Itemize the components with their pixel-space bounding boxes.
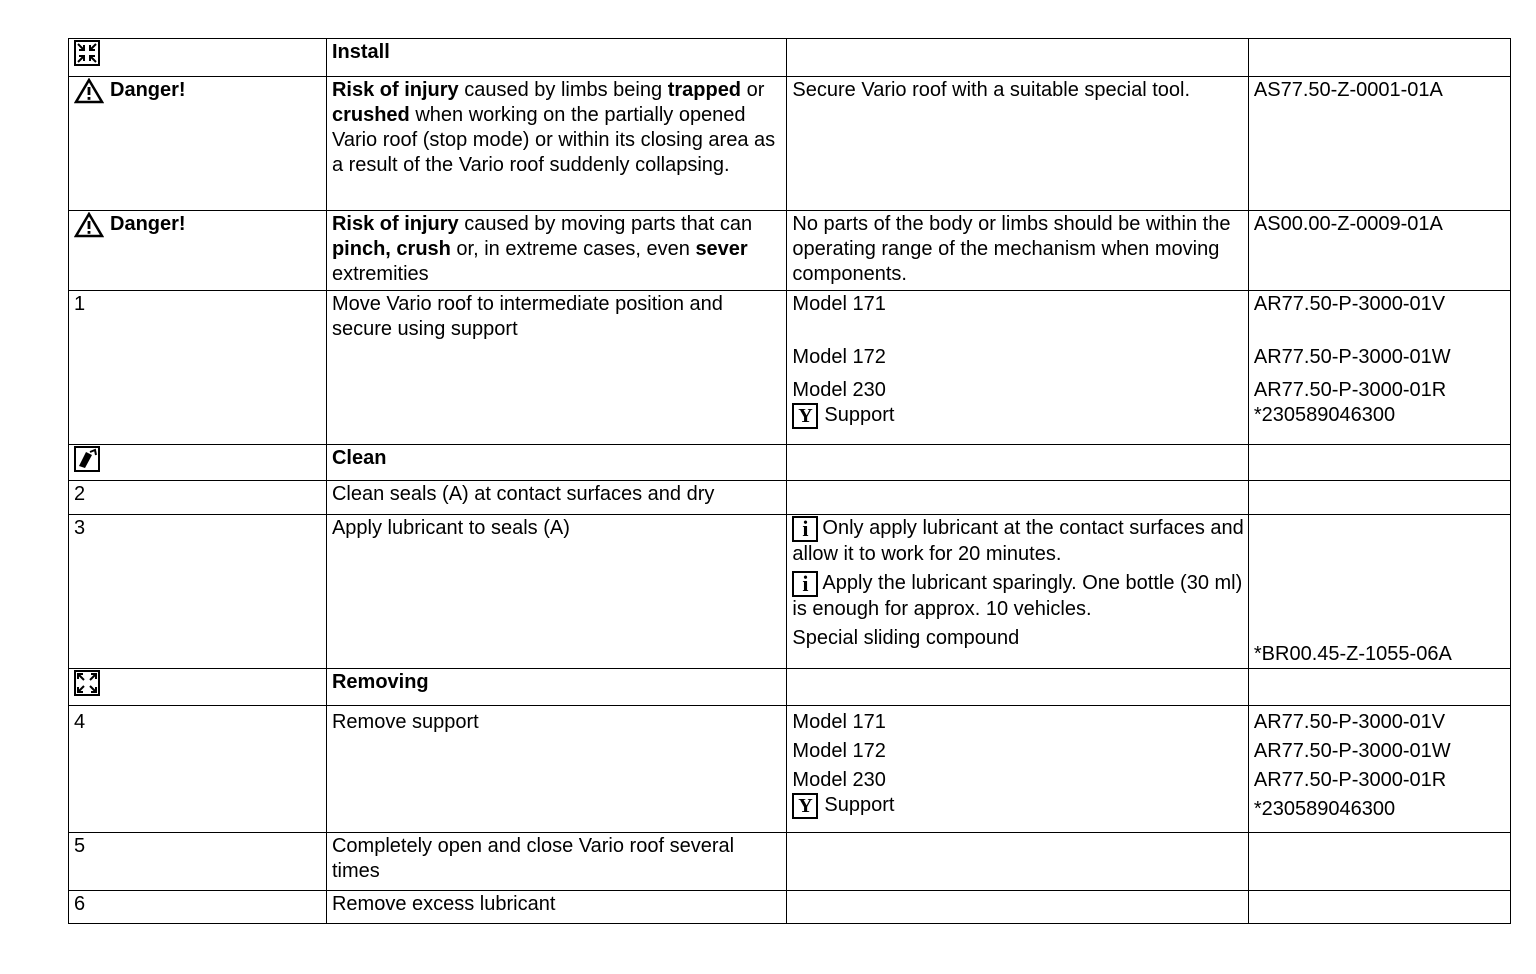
ref-support[interactable]: *230589046300 — [1253, 798, 1396, 820]
row-step-2 — [69, 481, 1511, 515]
support-tool: Y Support — [792, 793, 1243, 819]
row-danger-1 — [69, 77, 1511, 211]
step-number: 3 — [69, 515, 327, 669]
danger-2-description: Risk of injury caused by moving parts that can pinch, crush or, in extreme cases, even sever extremities — [326, 211, 786, 291]
step-number: 2 — [69, 481, 327, 515]
step-4-text: Remove support — [326, 706, 786, 833]
danger-2-reference[interactable]: AS00.00-Z-0009-01A — [1248, 211, 1510, 291]
note-1: i Only apply lubricant at the contact surfaces and allow it to work for 20 minutes. — [792, 516, 1244, 565]
row-step-1 — [69, 291, 1511, 445]
ref-172[interactable]: AR77.50-P-3000-01W — [1253, 740, 1451, 762]
clean-heading: Clean — [326, 445, 786, 481]
procedure-table — [68, 38, 1511, 924]
special-tool-icon: Y — [792, 793, 818, 819]
model-172: Model 172 — [792, 740, 886, 762]
step-number: 6 — [69, 891, 327, 924]
step-3-text: Apply lubricant to seals (A) — [326, 515, 786, 669]
model-171: Model 171 — [792, 293, 886, 315]
step-number: 5 — [69, 833, 327, 891]
step-number: 4 — [69, 706, 327, 833]
danger-1-description: Risk of injury caused by limbs being trapped or crushed when working on the partially opened Vario roof (stop mode) or within its closing area as a result of the Vario roof suddenly collapsing. — [326, 77, 786, 211]
step-6-text: Remove excess lubricant — [326, 891, 786, 924]
clean-icon — [74, 446, 100, 472]
row-step-5 — [69, 833, 1511, 891]
row-clean — [69, 445, 1511, 481]
removing-heading: Removing — [326, 669, 786, 706]
model-230: Model 230 — [792, 769, 886, 791]
danger-2-measure: No parts of the body or limbs should be within the operating range of the mechanism when moving components. — [787, 211, 1248, 291]
support-tool: Y Support — [792, 403, 1243, 429]
warning-triangle-icon — [74, 212, 104, 238]
warning-triangle-icon — [74, 78, 104, 104]
danger-label: Danger! — [74, 78, 186, 104]
row-step-4 — [69, 706, 1511, 833]
install-icon — [74, 40, 100, 66]
ref-171[interactable]: AR77.50-P-3000-01V — [1253, 711, 1446, 733]
ref-171[interactable]: AR77.50-P-3000-01V — [1253, 293, 1446, 315]
model-171: Model 171 — [792, 711, 886, 733]
row-removing — [69, 669, 1511, 706]
danger-1-reference[interactable]: AS77.50-Z-0001-01A — [1248, 77, 1510, 211]
danger-label: Danger! — [74, 212, 186, 238]
special-tool-icon: Y — [792, 403, 818, 429]
info-icon: i — [792, 516, 818, 542]
step-number: 1 — [69, 291, 327, 445]
ref-support[interactable]: *230589046300 — [1253, 404, 1396, 426]
step-2-text: Clean seals (A) at contact surfaces and dry — [326, 481, 786, 515]
ref-172[interactable]: AR77.50-P-3000-01W — [1253, 346, 1451, 368]
row-install — [69, 39, 1511, 77]
row-step-3 — [69, 515, 1511, 669]
ref-230[interactable]: AR77.50-P-3000-01R — [1253, 769, 1447, 791]
step-5-text: Completely open and close Vario roof several times — [326, 833, 786, 891]
removing-icon — [74, 670, 100, 696]
row-danger-2 — [69, 211, 1511, 291]
install-heading: Install — [326, 39, 786, 77]
danger-1-measure: Secure Vario roof with a suitable special tool. — [787, 77, 1248, 211]
sliding-compound: Special sliding compound — [792, 627, 1020, 649]
model-230: Model 230 — [792, 379, 886, 401]
row-step-6 — [69, 891, 1511, 924]
note-2: i Apply the lubricant sparingly. One bottle (30 ml) is enough for approx. 10 vehicles. — [792, 571, 1243, 620]
ref-230[interactable]: AR77.50-P-3000-01R — [1253, 379, 1447, 401]
step-1-text: Move Vario roof to intermediate position and secure using support — [326, 291, 786, 445]
info-icon: i — [792, 571, 818, 597]
model-172: Model 172 — [792, 346, 886, 368]
ref-compound[interactable]: *BR00.45-Z-1055-06A — [1253, 643, 1452, 665]
